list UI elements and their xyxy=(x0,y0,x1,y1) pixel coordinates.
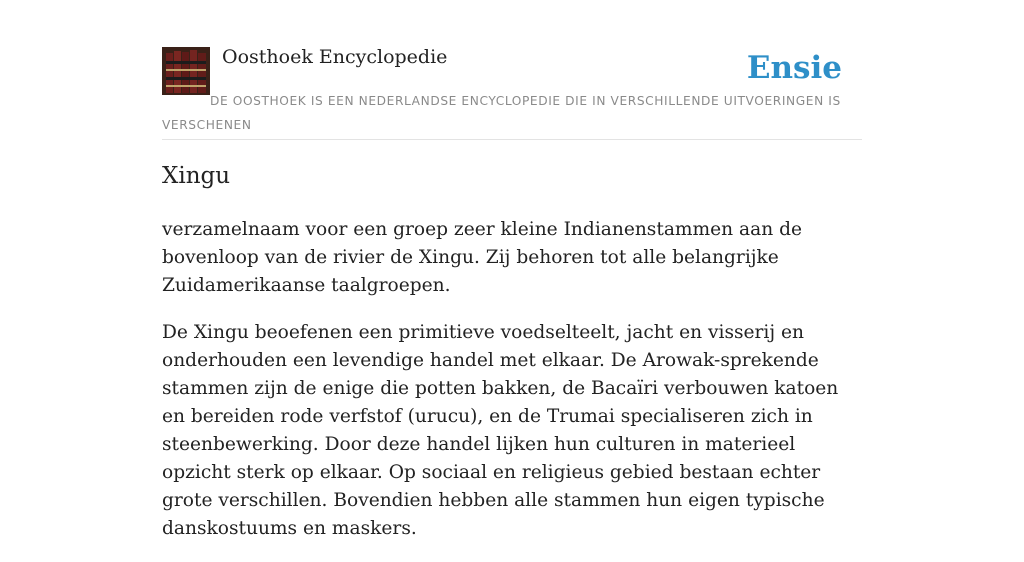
article-paragraph: verzamelnaam voor een groep zeer kleine Indianenstammen aan de bovenloop van de rivier de Xingu. Zij behoren tot alle belangrijke Zuidamerikaanse taalgroepen. xyxy=(162,219,803,296)
article-title: Xingu xyxy=(162,163,231,189)
header-divider xyxy=(162,139,862,140)
publication-avatar[interactable] xyxy=(162,47,210,95)
brand-logo[interactable]: Ensie xyxy=(746,50,842,86)
encyclopedia-books-icon xyxy=(162,47,210,95)
article-body xyxy=(162,216,862,562)
article-paragraph: De Xingu beoefenen een primitieve voedselteelt, jacht en visserij en onderhouden een levendige handel met elkaar. De Arowak-sprekende stammen zijn de enige die potten bakken, de Bacaïri verbouwen katoen en bereiden rode verfstof (urucu), en de Trumai specialiseren zich in steenbewerking. Door deze handel lijken hun culturen in materieel opzicht sterk op elkaar. Op sociaal en religieus gebied bestaan echter grote verschillen. Bovendien hebben alle stammen hun eigen typische danskostuums en maskers. xyxy=(162,322,839,539)
publication-name[interactable]: Oosthoek Encyclopedie xyxy=(222,46,448,68)
publication-tagline: DE OOSTHOEK IS EEN NEDERLANDSE ENCYCLOPEDIE DIE IN VERSCHILLENDE UITVOERINGEN IS VERSCHENEN xyxy=(162,94,841,132)
